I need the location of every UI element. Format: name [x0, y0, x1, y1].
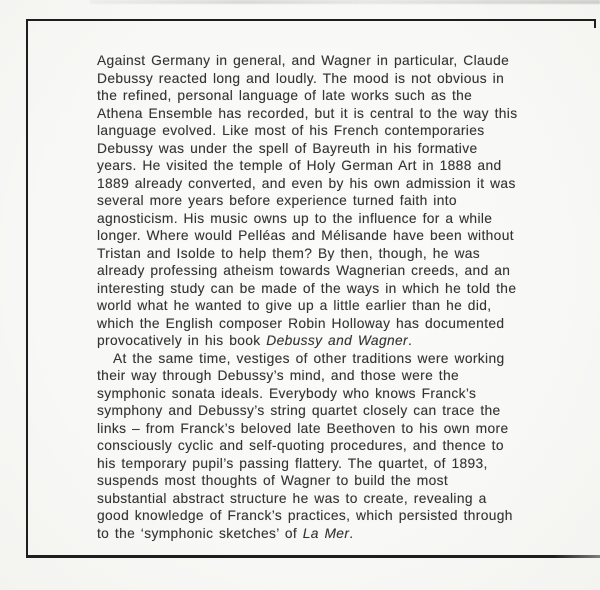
- text-segment: links – from Franck’s beloved late Beethoven to his own more: [97, 420, 509, 436]
- text-line: [97, 262, 557, 280]
- text-line: [97, 157, 557, 175]
- page-border-frame-right-tick: [594, 19, 596, 28]
- text-line: [97, 105, 557, 123]
- text-segment: substantial abstract structure he was to create, revealing a: [97, 490, 487, 506]
- work-title-italic: La Mer: [302, 525, 350, 541]
- text-line: [97, 332, 557, 350]
- text-line: [97, 297, 557, 315]
- text-segment: symphony and Debussy’s string quartet closely can trace the: [97, 403, 501, 418]
- text-segment: consciously cyclic and self-quoting procedures, and thence to: [97, 438, 504, 453]
- text-segment: suspends most thoughts of Wagner to build the most: [97, 473, 449, 488]
- text-line: [97, 140, 557, 158]
- text-line: [97, 87, 557, 105]
- text-segment: already professing atheism towards Wagnerian creeds, and an: [97, 263, 511, 278]
- text-line: [97, 437, 557, 455]
- text-segment: Athena Ensemble has recorded, but it is central to the way this: [97, 105, 518, 121]
- text-line: [97, 420, 557, 438]
- text-line: [97, 490, 557, 508]
- text-segment: world what he wanted to give up a little earlier than he did,: [97, 298, 492, 313]
- text-segment: longer. Where would Pelléas and Mélisande have been without: [97, 228, 514, 243]
- text-line: [97, 70, 557, 88]
- text-line: [97, 472, 557, 490]
- text-line: [97, 315, 557, 333]
- text-line: [97, 52, 557, 70]
- text-line: [97, 210, 557, 228]
- text-segment: to the ‘symphonic sketches’ of: [97, 525, 303, 541]
- page-border-frame-bottom: [26, 555, 600, 558]
- text-segment: their way through Debussy’s mind, and those were the: [97, 368, 460, 383]
- text-line: [97, 507, 557, 525]
- text-segment: provocatively in his book: [97, 333, 267, 348]
- text-segment: good knowledge of Franck’s practices, which persisted through: [97, 508, 513, 523]
- text-segment: which the English composer Robin Holloway has documented: [97, 315, 505, 331]
- text-line: [97, 245, 557, 263]
- text-segment: language evolved. Like most of his French contemporaries: [97, 123, 485, 138]
- text-line: [97, 402, 557, 420]
- text-segment: 1889 already converted, and even by his own admission it was: [97, 175, 516, 191]
- text-line: [97, 385, 557, 403]
- text-segment: interesting study can be made of the ways in which he told the: [97, 280, 517, 296]
- work-title-italic: Debussy and Wagner: [266, 333, 408, 348]
- text-segment: Tristan and Isolde to help them? By then, though, he was: [97, 245, 481, 261]
- text-segment: At the same time, vestiges of other traditions were working: [113, 350, 505, 366]
- text-segment: several more years before experience turned faith into: [97, 193, 457, 208]
- text-segment: .: [349, 525, 354, 541]
- liner-notes-text: [97, 52, 557, 542]
- text-segment: years. He visited the temple of Holy German Art in 1888 and: [97, 158, 502, 173]
- text-line: [97, 280, 557, 298]
- scan-artifact-top-edge: [90, 0, 600, 4]
- text-segment: his temporary pupil’s passing flattery. The quartet, of 1893,: [97, 455, 488, 471]
- text-line: [97, 227, 557, 245]
- text-line: [97, 455, 557, 473]
- text-segment: agnosticism. His music owns up to the influence for a while: [97, 210, 493, 226]
- text-line: [97, 122, 557, 140]
- text-segment: .: [407, 333, 413, 348]
- text-line: [97, 350, 557, 368]
- text-line: [97, 192, 557, 210]
- text-line: [97, 525, 557, 543]
- text-line: [97, 367, 557, 385]
- text-segment: Against Germany in general, and Wagner in particular, Claude: [97, 53, 510, 68]
- text-segment: Debussy reacted long and loudly. The mood is not obvious in: [97, 70, 505, 86]
- text-segment: Debussy was under the spell of Bayreuth in his formative: [97, 140, 478, 156]
- text-segment: the refined, personal language of late works such as the: [97, 88, 473, 103]
- text-segment: symphonic sonata ideals. Everybody who knows Franck’s: [97, 385, 477, 401]
- text-line: [97, 175, 557, 193]
